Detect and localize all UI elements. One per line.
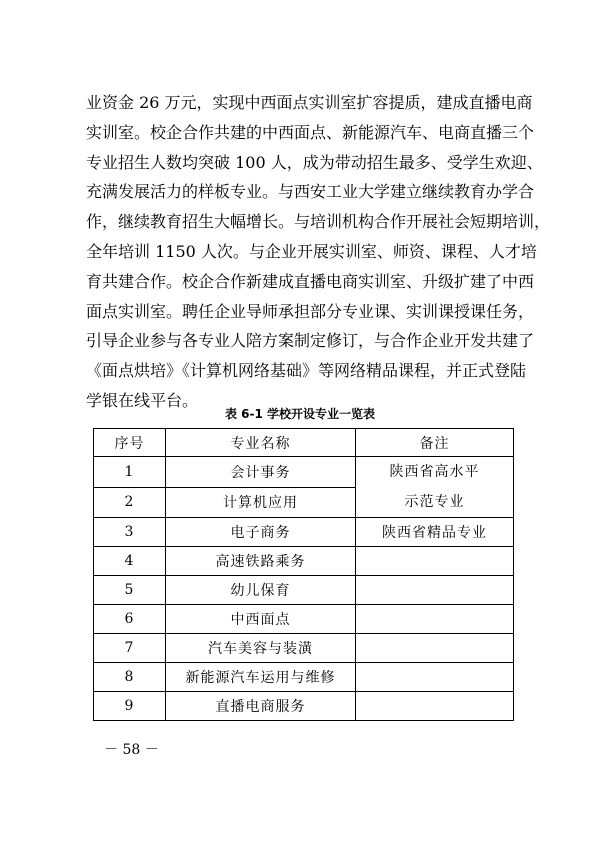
major-name: 汽车美容与装潢 — [166, 634, 356, 663]
row-number: 3 — [94, 518, 166, 547]
note-cell — [356, 547, 514, 576]
table-row — [94, 605, 514, 634]
table-header-row — [94, 429, 514, 457]
body-paragraph — [86, 88, 551, 416]
note-cell: 陕西省精品专业 — [356, 518, 514, 547]
major-name: 新能源汽车运用与维修 — [166, 663, 356, 692]
row-number: 5 — [94, 576, 166, 605]
body-line: 《面点烘培》《计算机网络基础》等网络精品课程，并正式登陆 — [86, 361, 527, 381]
body-line: 专业招生人数均突破 100 人，成为带动招生最多、受学生欢迎、 — [86, 152, 543, 172]
major-name: 直播电商服务 — [166, 692, 356, 721]
table-row — [94, 547, 514, 576]
body-line: 作，继续教育招生大幅增长。与培训机构合作开展社会短期培训， — [86, 212, 551, 232]
body-line: 面点实训室。聘任企业导师承担部分专业课、实训课授课任务， — [86, 301, 535, 321]
major-name: 计算机应用 — [166, 487, 356, 518]
note-cell — [356, 663, 514, 692]
major-name: 幼儿保育 — [166, 576, 356, 605]
page-number: － 58 － — [104, 742, 159, 758]
majors-table — [93, 428, 514, 721]
note-line: 陕西省高水平 — [389, 464, 480, 480]
body-line: 实训室。校企合作共建的中西面点、新能源汽车、电商直播三个 — [86, 122, 535, 142]
row-number: 7 — [94, 634, 166, 663]
note-cell — [356, 692, 514, 721]
body-line: 学银在线平台。 — [86, 390, 199, 410]
table-row — [94, 518, 514, 547]
row-number: 4 — [94, 547, 166, 576]
note-cell — [356, 576, 514, 605]
header-notes: 备注 — [356, 429, 514, 457]
row-number: 6 — [94, 605, 166, 634]
body-line: 育共建合作。校企合作新建成直播电商实训室、升级扩建了中西 — [86, 271, 535, 291]
body-line: 业资金 26 万元，实现中西面点实训室扩容提质，建成直播电商 — [86, 93, 533, 112]
note-line: 示范专业 — [404, 494, 465, 510]
row-number: 8 — [94, 663, 166, 692]
row-number: 1 — [94, 457, 166, 488]
table-row — [94, 634, 514, 663]
major-name: 中西面点 — [166, 605, 356, 634]
header-number: 序号 — [94, 429, 166, 457]
table-row — [94, 576, 514, 605]
note-cell — [356, 457, 514, 518]
major-name: 会计事务 — [166, 457, 356, 488]
header-major-name: 专业名称 — [166, 429, 356, 457]
note-cell — [356, 634, 514, 663]
body-line: 引导企业参与各专业人陪方案制定修订，与合作企业开发共建了 — [86, 331, 535, 351]
major-name: 电子商务 — [166, 518, 356, 547]
major-name: 高速铁路乘务 — [166, 547, 356, 576]
row-number: 9 — [94, 692, 166, 721]
body-line: 全年培训 1150 人次。与企业开展实训室、师资、课程、人才培 — [86, 241, 537, 261]
note-cell — [356, 605, 514, 634]
body-line: 充满发展活力的样板专业。与西安工业大学建立继续教育办学合 — [86, 182, 535, 202]
row-number: 2 — [94, 487, 166, 518]
table-row — [94, 457, 514, 488]
table-row — [94, 692, 514, 721]
table-row — [94, 663, 514, 692]
table-caption: 表 6-1 学校开设专业一览表 — [224, 407, 376, 421]
